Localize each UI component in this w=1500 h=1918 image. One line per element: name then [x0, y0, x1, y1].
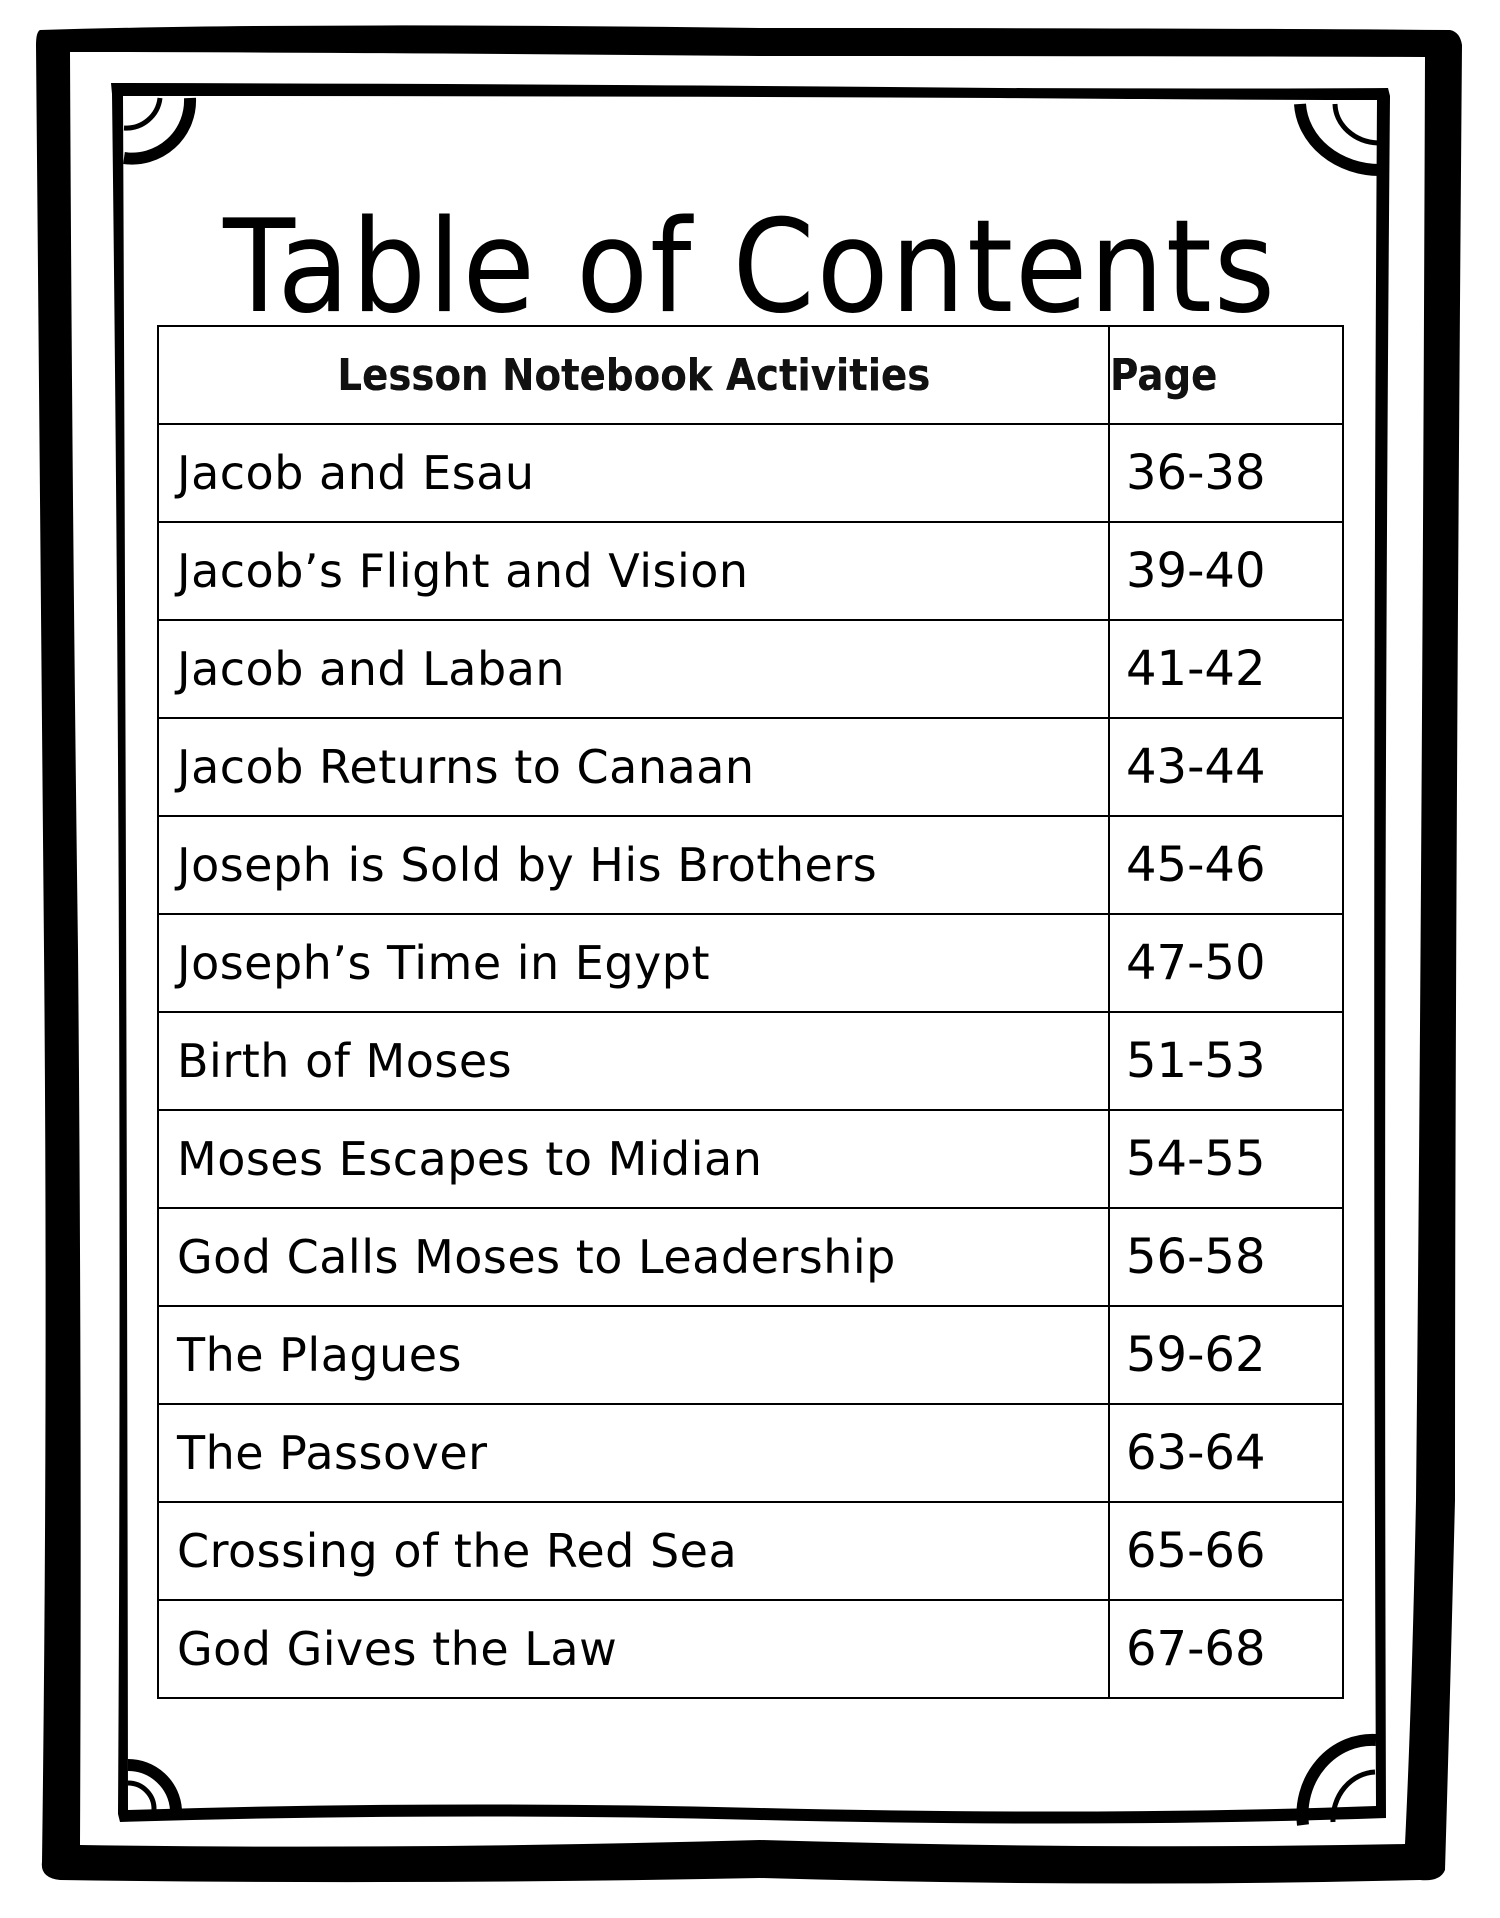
page-cell: 51-53 [1109, 1012, 1343, 1110]
page-cell: 47-50 [1109, 914, 1343, 1012]
activity-cell: Crossing of the Red Sea [158, 1502, 1109, 1600]
activity-cell: Jacob and Laban [158, 620, 1109, 718]
activity-cell: Birth of Moses [158, 1012, 1109, 1110]
page-cell: 56-58 [1109, 1208, 1343, 1306]
page-title: Table of Contents [223, 192, 1277, 342]
page-cell: 45-46 [1109, 816, 1343, 914]
corner-flourish-top-left [124, 98, 190, 159]
table-row [158, 1502, 1343, 1600]
table-row [158, 816, 1343, 914]
header-activities-label: Lesson Notebook Activities [337, 349, 930, 401]
table-row [158, 1208, 1343, 1306]
header-page [1109, 326, 1343, 424]
activity-cell: Joseph is Sold by His Brothers [158, 816, 1109, 914]
table-row [158, 914, 1343, 1012]
activity-cell: Moses Escapes to Midian [158, 1110, 1109, 1208]
header-page-label: Page [1110, 349, 1218, 401]
page-cell: 39-40 [1109, 522, 1343, 620]
activity-cell: Joseph’s Time in Egypt [158, 914, 1109, 1012]
table-header-row [158, 326, 1343, 424]
table-row [158, 620, 1343, 718]
page-cell: 43-44 [1109, 718, 1343, 816]
page-cell: 36-38 [1109, 424, 1343, 522]
table-row [158, 1110, 1343, 1208]
page-cell: 63-64 [1109, 1404, 1343, 1502]
activity-cell: The Passover [158, 1404, 1109, 1502]
table-row [158, 1404, 1343, 1502]
corner-flourish-bottom-left [128, 1765, 176, 1810]
activity-cell: Jacob and Esau [158, 424, 1109, 522]
page-cell: 67-68 [1109, 1600, 1343, 1698]
page-cell: 59-62 [1109, 1306, 1343, 1404]
activity-cell: Jacob’s Flight and Vision [158, 522, 1109, 620]
table-row [158, 1012, 1343, 1110]
header-activities [158, 326, 1109, 424]
page-cell: 41-42 [1109, 620, 1343, 718]
table-row [158, 1306, 1343, 1404]
table-row [158, 522, 1343, 620]
page-cell: 54-55 [1109, 1110, 1343, 1208]
activity-cell: The Plagues [158, 1306, 1109, 1404]
activity-cell: God Calls Moses to Leadership [158, 1208, 1109, 1306]
table-row [158, 424, 1343, 522]
activity-cell: Jacob Returns to Canaan [158, 718, 1109, 816]
activity-cell: God Gives the Law [158, 1600, 1109, 1698]
contents-table [157, 325, 1344, 1699]
page-cell: 65-66 [1109, 1502, 1343, 1600]
corner-flourish-top-right [1300, 104, 1380, 170]
table-row [158, 718, 1343, 816]
table-row [158, 1600, 1343, 1698]
